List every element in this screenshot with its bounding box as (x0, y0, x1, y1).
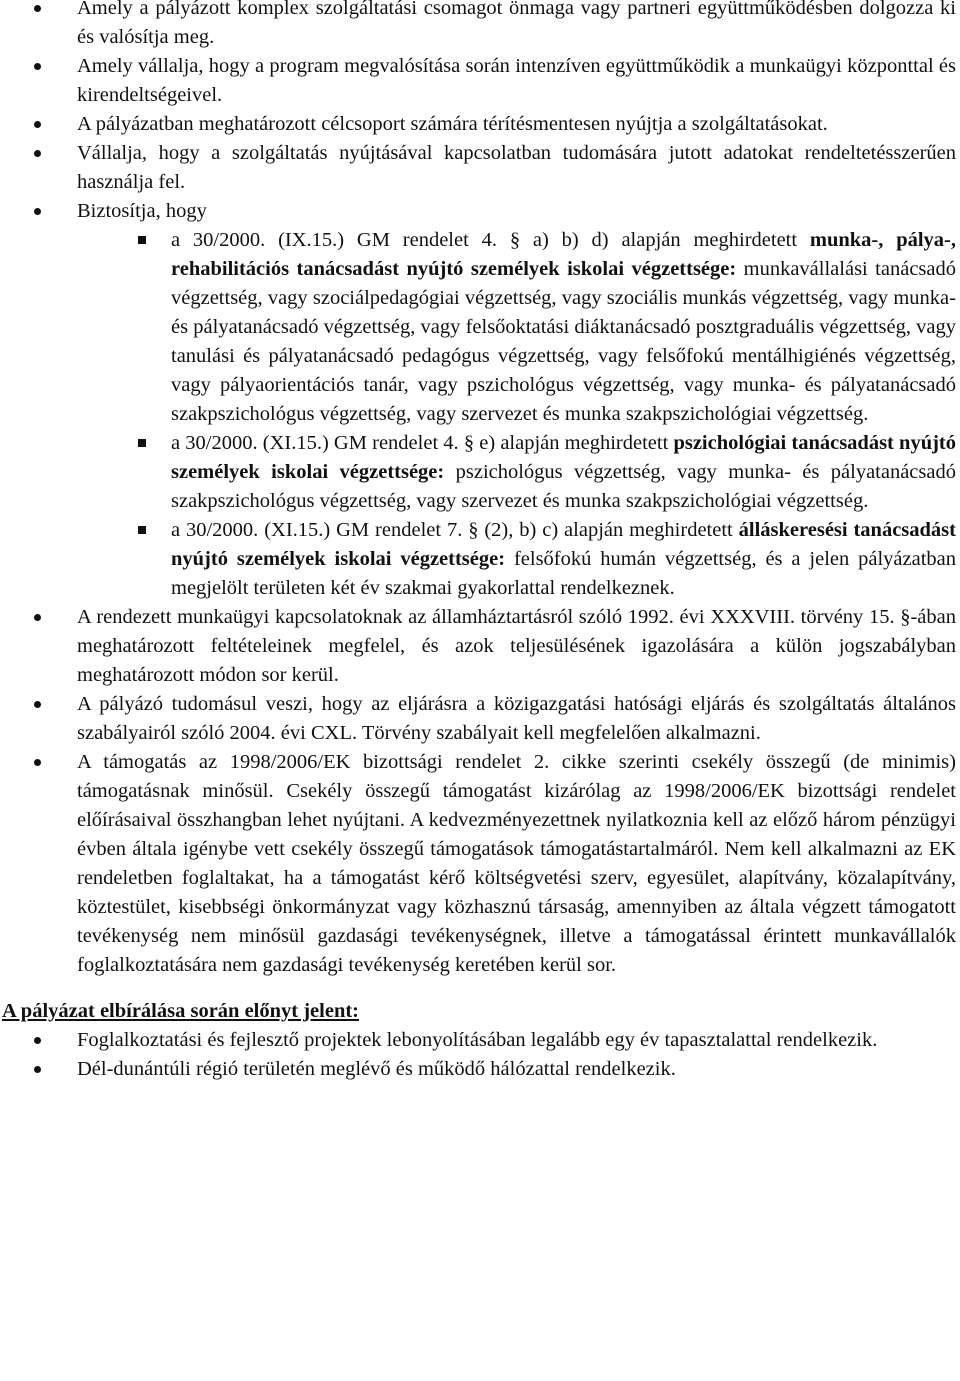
list-item: A rendezett munkaügyi kapcsolatoknak az államháztartásról szóló 1992. évi XXXVIII. törvény 15. §-ában meghatározott feltételeinek megfelel, és azok teljesülésének igazolására a külön jogszabályban meghatározott módon sor kerül. (0, 603, 956, 690)
sublist-item (0, 429, 956, 516)
list-item: Amely vállalja, hogy a program megvalósítása során intenzíven együttműködik a munkaügyi központtal és kirendeltségeivel. (0, 52, 956, 110)
list-item: A pályázó tudomásul veszi, hogy az eljárásra a közigazgatási hatósági eljárás és szolgáltatás általános szabályairól szóló 2004. évi CXL. Törvény szabályait kell megfelelően alkalmazni. (0, 690, 956, 748)
qualification-sublist (77, 226, 956, 603)
sublist-item-text: a 30/2000. (XI.15.) GM rendelet 4. § e) alapján meghirdetett (171, 432, 674, 454)
sublist-item-bold: pszichológiai tanácsadást nyújtó személyek iskolai végzettsége: (171, 432, 956, 483)
list-item: Vállalja, hogy a szolgáltatás nyújtásával kapcsolatban tudomására jutott adatokat rendeltetésszerűen használja fel. (0, 139, 956, 197)
list-item: Foglalkoztatási és fejlesztő projektek lebonyolításában legalább egy év tapasztalattal rendelkezik. (0, 1026, 956, 1055)
advantages-list (0, 1026, 956, 1084)
section-heading: A pályázat elbírálása során előnyt jelent: (2, 1000, 360, 1022)
list-item: A támogatás az 1998/2006/EK bizottsági rendelet 2. cikke szerinti csekély összegű (de minimis) támogatásnak minősül. Csekély összegű támogatást kizárólag az 1998/2006/EK bizottsági rendelet előírásaival összhangban lehet nyújtani. A kedvezményezettnek nyilatkoznia kell az előző három pénzügyi évben általa igénybe vett csekély összegű támogatások támogatástartalmáról. Nem kell alkalmazni az EK rendeletben foglaltakat, ha a támogatást kérő költségvetési szerv, egyesület, alapítvány, közalapítvány, köztestület, kisebbségi önkormányzat vagy közhasznú társaság, amennyiben az általa végzett támogatott tevékenység nem minősül gazdasági tevékenységnek, illetve a támogatással érintett munkavállalók foglalkoztatására nem gazdasági tevékenység keretében kerül sor. (0, 748, 956, 980)
sublist-item-text: pszichológus végzettség, vagy munka- és pályatanácsadó szakpszichológus végzettség, vagy szervezet és munka szakpszichológiai végzettség. (171, 461, 956, 512)
sublist-item-bold: álláskeresési tanácsadást nyújtó személyek iskolai végzettsége: (171, 519, 956, 570)
sublist-item (0, 516, 956, 603)
sublist-item-bold: munka-, pálya-, rehabilitációs tanácsadást nyújtó személyek iskolai végzettsége: (171, 229, 956, 280)
sublist-item-text: a 30/2000. (IX.15.) GM rendelet 4. § a) b) d) alapján meghirdetett (171, 229, 810, 251)
list-item-lead: Biztosítja, hogy (77, 200, 207, 222)
list-item: Dél-dunántúli régió területén meglévő és működő hálózattal rendelkezik. (0, 1055, 956, 1084)
list-item: Amely a pályázott komplex szolgáltatási csomagot önmaga vagy partneri együttműködésben dolgozza ki és valósítja meg. (0, 0, 956, 52)
sublist-item-text: felsőfokú humán végzettség, és a jelen pályázatban megjelölt területen két év szakmai gyakorlattal rendelkeznek. (171, 548, 957, 599)
sublist-item-text: a 30/2000. (XI.15.) GM rendelet 7. § (2), b) c) alapján meghirdetett (171, 519, 739, 541)
list-item-biztositja (0, 197, 956, 603)
list-item: A pályázatban meghatározott célcsoport számára térítésmentesen nyújtja a szolgáltatásokat. (0, 110, 956, 139)
sublist-item-text: munkavállalási tanácsadó végzettség, vagy szociálpedagógiai végzettség, vagy szociális munkás végzettség, vagy munka- és pályatanácsadó végzettség, vagy felsőoktatási diáktanácsadó posztgraduális végzettség, vagy tanulási és pályatanácsadó pedagógus végzettség, vagy felsőfokú mentálhigiénés végzettség, vagy pályaorientációs tanár, vagy pszichológus végzettség, vagy munka- és pályatanácsadó szakpszichológus végzettség, vagy szervezet és munka szakpszichológiai végzettség. (171, 258, 957, 425)
sublist-item (0, 226, 956, 429)
